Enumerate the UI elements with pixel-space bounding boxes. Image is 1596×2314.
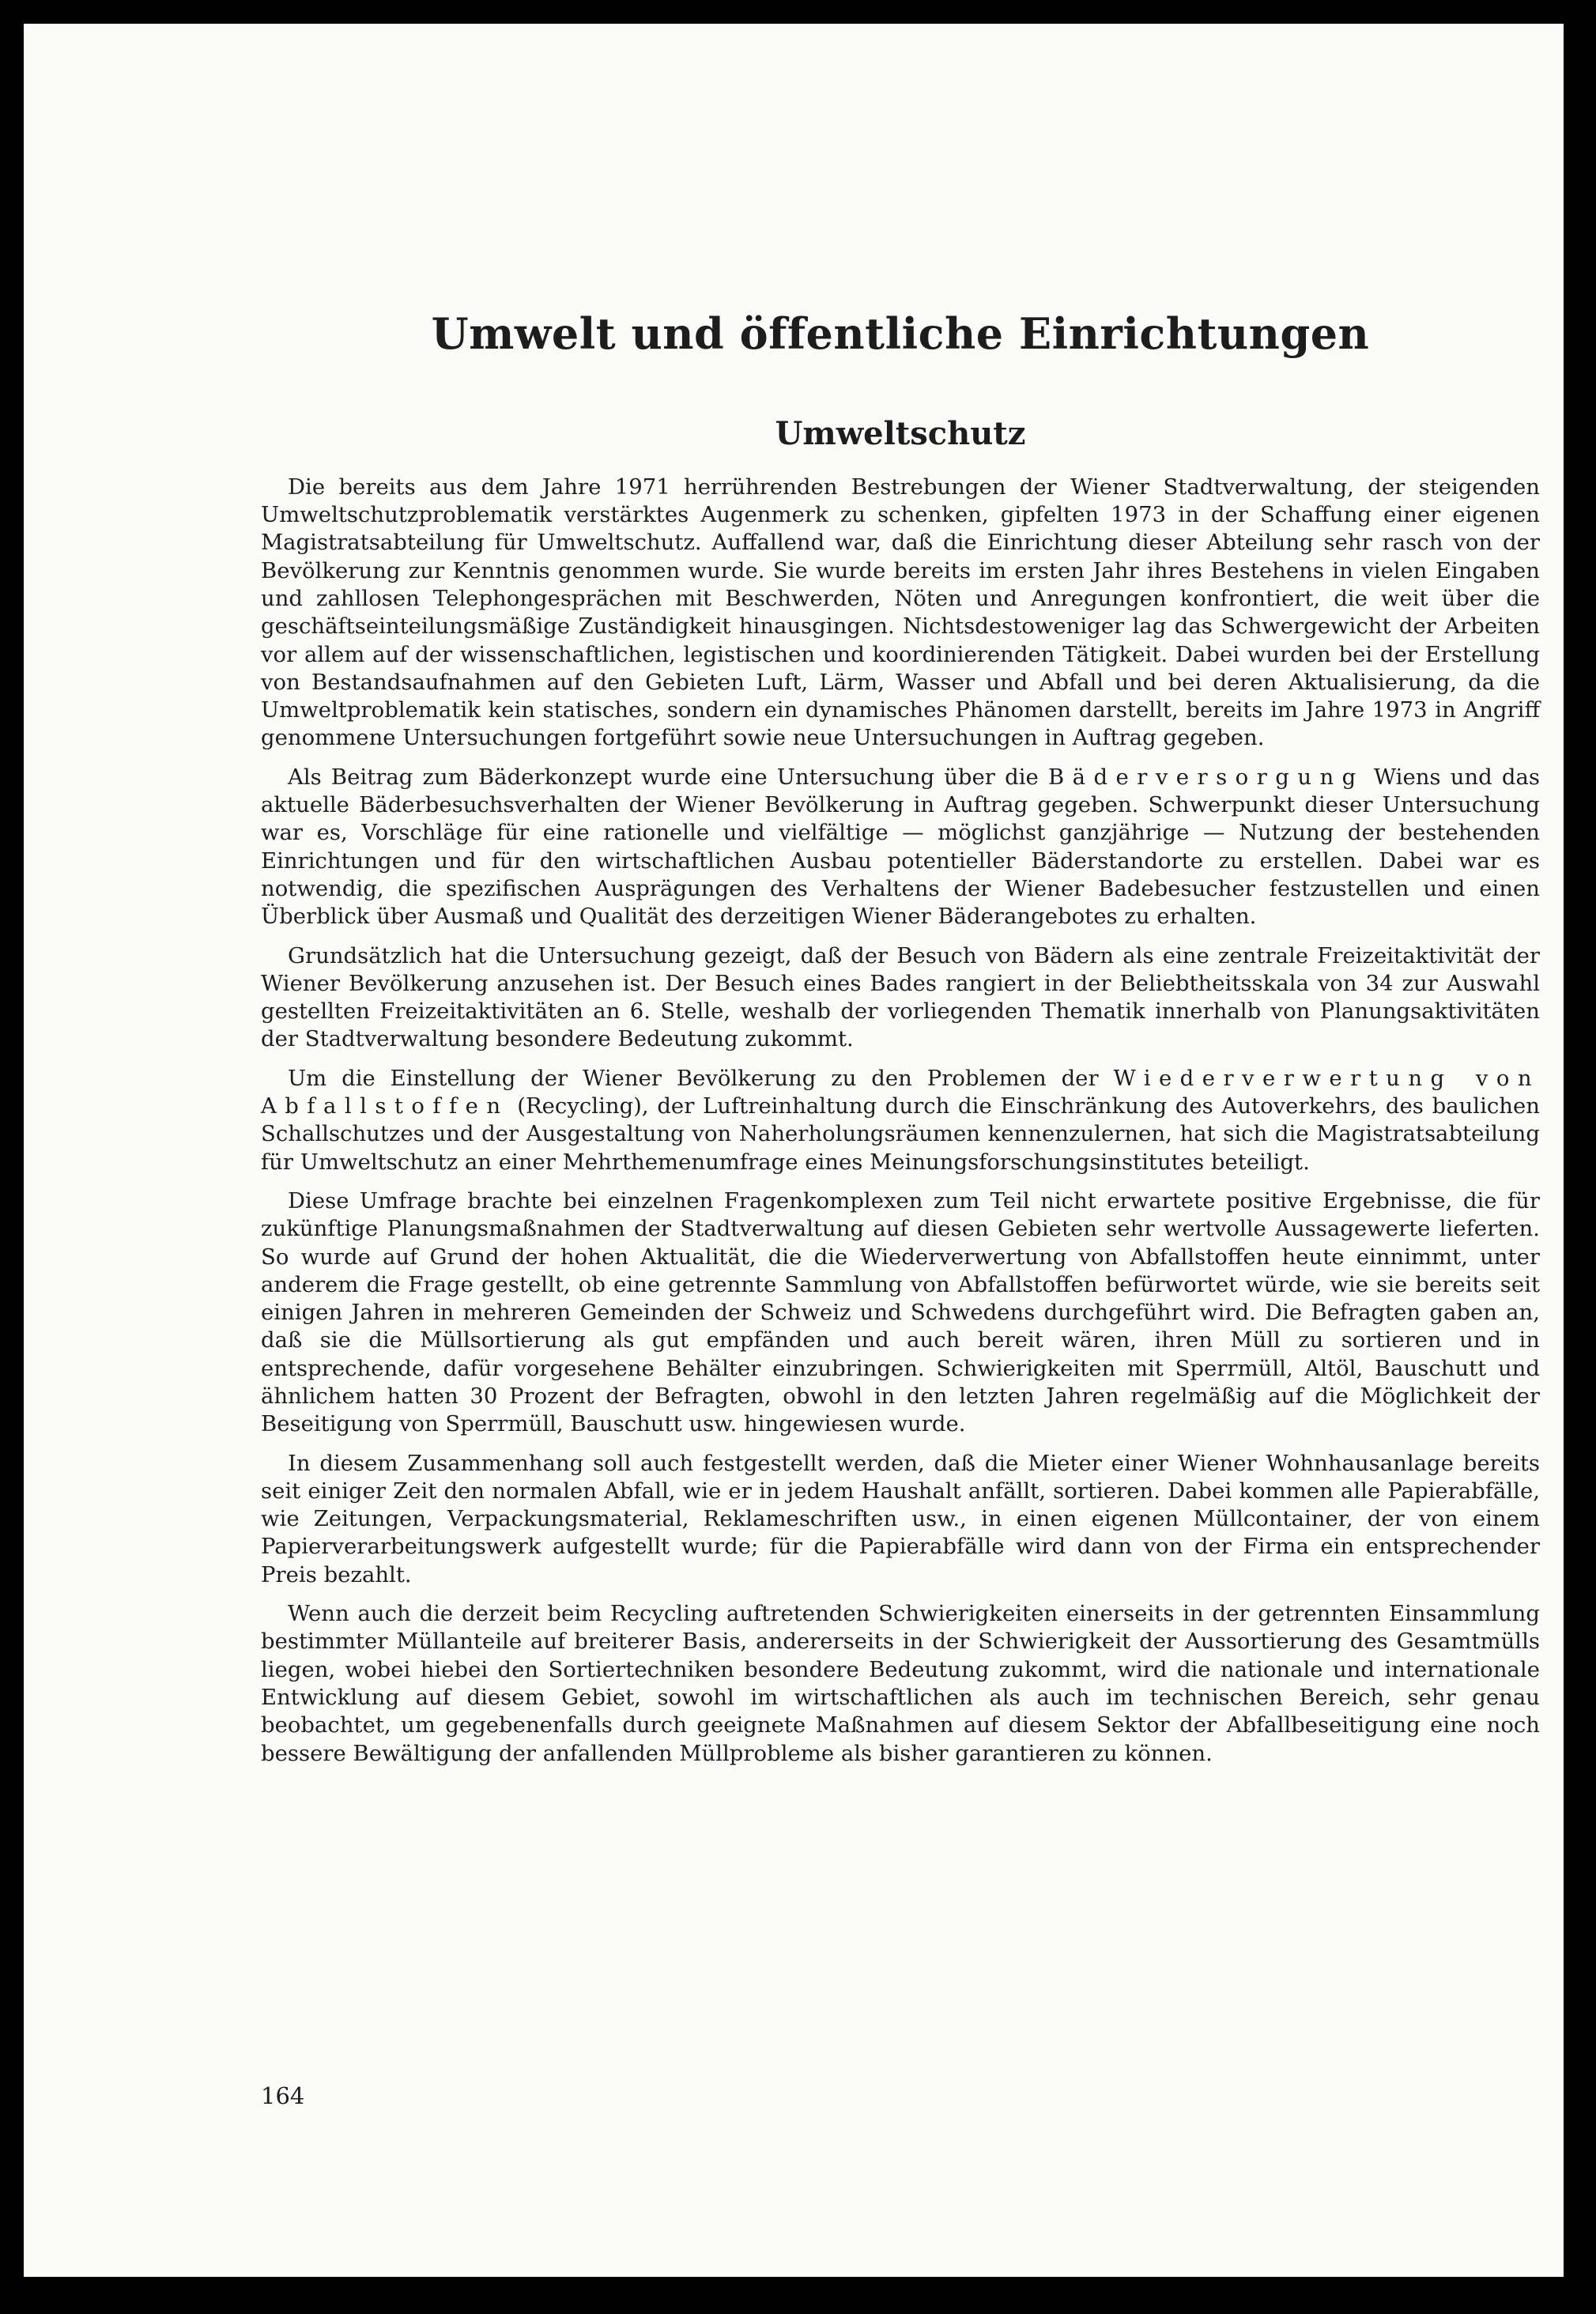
scanned-page (24, 24, 1564, 2277)
paragraph-text: (Recycling), der Luftreinhaltung durch die Einschränkung des Autoverkehrs, des baulichen Schallschutzes und der Ausgestaltung von Naherholungsräumen kennenzulernen, hat sich die Magistratsabteilung für Umweltschutz an einer Mehrthemenumfrage eines Meinungsforschungsinstitutes beteiligt. (261, 1093, 1540, 1175)
body-paragraph: Diese Umfrage brachte bei einzelnen Fragenkomplexen zum Teil nicht erwartete positive Ergebnisse, die für zukünftige Planungsmaßnahmen der Stadtverwaltung auf diesen Gebieten sehr wertvolle Aussagewerte lieferten. So wurde auf Grund der hohen Aktualität, die die Wiederverwertung von Abfallstoffen heute einnimmt, unter anderem die Frage gestellt, ob eine getrennte Sammlung von Abfallstoffen befürwortet würde, wie sie bereits seit einigen Jahren in mehreren Gemeinden der Schweiz und Schwedens durchgeführt wird. Die Befragten gaben an, daß sie die Müllsortierung als gut empfänden und auch bereit wären, ihren Müll zu sortieren und in entsprechende, dafür vorgesehene Behälter einzubringen. Schwierigkeiten mit Sperrmüll, Altöl, Bauschutt und ähnlichem hatten 30 Prozent der Befragten, obwohl in den letzten Jahren regelmäßig auf die Möglichkeit der Beseitigung von Sperrmüll, Bauschutt usw. hingewiesen wurde. (261, 1187, 1540, 1437)
body-paragraph: Wenn auch die derzeit beim Recycling auftretenden Schwierigkeiten einerseits in der getrennten Einsammlung bestimmter Müllanteile auf breiterer Basis, andererseits in der Schwierigkeit der Aussortierung des Gesamtmülls liegen, wobei hiebei den Sortiertechniken besondere Bedeutung zukommt, wird die nationale und internationale Entwicklung auf diesem Gebiet, sowohl im wirtschaftlichen als auch im technischen Bereich, sehr genau beobachtet, um gegebenenfalls durch geeignete Maßnahmen auf diesem Sektor der Abfallbeseitigung eine noch bessere Bewältigung der anfallenden Müllprobleme als bisher garantieren zu können. (261, 1601, 1540, 1766)
paragraph-text: Als Beitrag zum Bäderkonzept wurde eine Untersuchung über die (288, 764, 1048, 790)
page-title: Umwelt und öffentliche Einrichtungen (431, 308, 1370, 359)
body-paragraph (261, 1065, 1540, 1176)
body-paragraph (261, 764, 1540, 931)
emphasized-term: Bäderversorgung (1047, 764, 1364, 790)
body-paragraph: Grundsätzlich hat die Untersuchung gezeigt, daß der Besuch von Bädern als eine zentrale Freizeitaktivität der Wiener Bevölkerung anzusehen ist. Der Besuch eines Bades rangiert in der Beliebtheitsskala von 34 zur Auswahl gestellten Freizeitaktivitäten an 6. Stelle, weshalb der vorliegenden Thematik innerhalb von Planungsaktivitäten der Stadtverwaltung besondere Bedeutung zukommt. (261, 942, 1540, 1052)
paragraph-text: Um die Einstellung der Wiener Bevölkerung zu den Problemen der (288, 1065, 1114, 1091)
body-paragraph: In diesem Zusammenhang soll auch festgestellt werden, daß die Mieter einer Wiener Wohnhausanlage bereits seit einiger Zeit den normalen Abfall, wie er in jedem Haushalt anfällt, sortieren. Dabei kommen alle Papierabfälle, wie Zeitungen, Verpackungsmaterial, Reklameschriften usw., in einen eigenen Müllcontainer, der von einem Papierverarbeitungswerk aufgestellt wurde; für die Papierabfälle wird dann von der Firma ein entsprechender Preis bezahlt. (261, 1450, 1540, 1587)
page-content (261, 308, 1540, 1779)
body-paragraph: Die bereits aus dem Jahre 1971 herrührenden Bestrebungen der Wiener Stadtverwaltung, der steigenden Umweltschutzproblematik verstärktes Augenmerk zu schenken, gipfelten 1973 in der Schaffung einer eigenen Magistratsabteilung für Umweltschutz. Auffallend war, daß die Einrichtung dieser Abteilung sehr rasch von der Bevölkerung zur Kenntnis genommen wurde. Sie wurde bereits im ersten Jahr ihres Bestehens in vielen Eingaben und zahllosen Telephongesprächen mit Beschwerden, Nöten und Anregungen konfrontiert, die weit über die geschäftseinteilungsmäßige Zuständigkeit hinausgingen. Nichtsdestoweniger lag das Schwergewicht der Arbeiten vor allem auf der wissenschaftlichen, legistischen und koordinierenden Tätigkeit. Dabei wurden bei der Erstellung von Bestandsaufnahmen auf den Gebieten Luft, Lärm, Wasser und Abfall und bei deren Aktualisierung, da die Umweltproblematik kein statisches, sondern ein dynamisches Phänomen darstellt, bereits im Jahre 1973 in Angriff genommene Untersuchungen fortgeführt sowie neue Untersuchungen in Auftrag gegeben. (261, 474, 1540, 751)
paragraph-text: Wiens und das aktuelle Bäderbesuchsverhalten der Wiener Bevölkerung in Auftrag gegeben. Schwerpunkt dieser Untersuchung war es, Vorschläge für eine rationelle und vielfältige — möglichst ganzjährige — Nutzung der bestehenden Einrichtungen und für den wirtschaftlichen Ausbau potentieller Bäderstandorte zu erstellen. Dabei war es notwendig, die spezifischen Ausprägungen des Verhaltens der Wiener Badebesucher festzustellen und einen Überblick über Ausmaß und Qualität des derzeitigen Wiener Bäderangebotes zu erhalten. (261, 764, 1540, 930)
emphasized-term: Wiederverwertung von Abfallstoffen (261, 1065, 1541, 1119)
section-heading: Umweltschutz (775, 414, 1026, 452)
page-number: 164 (261, 2082, 305, 2109)
